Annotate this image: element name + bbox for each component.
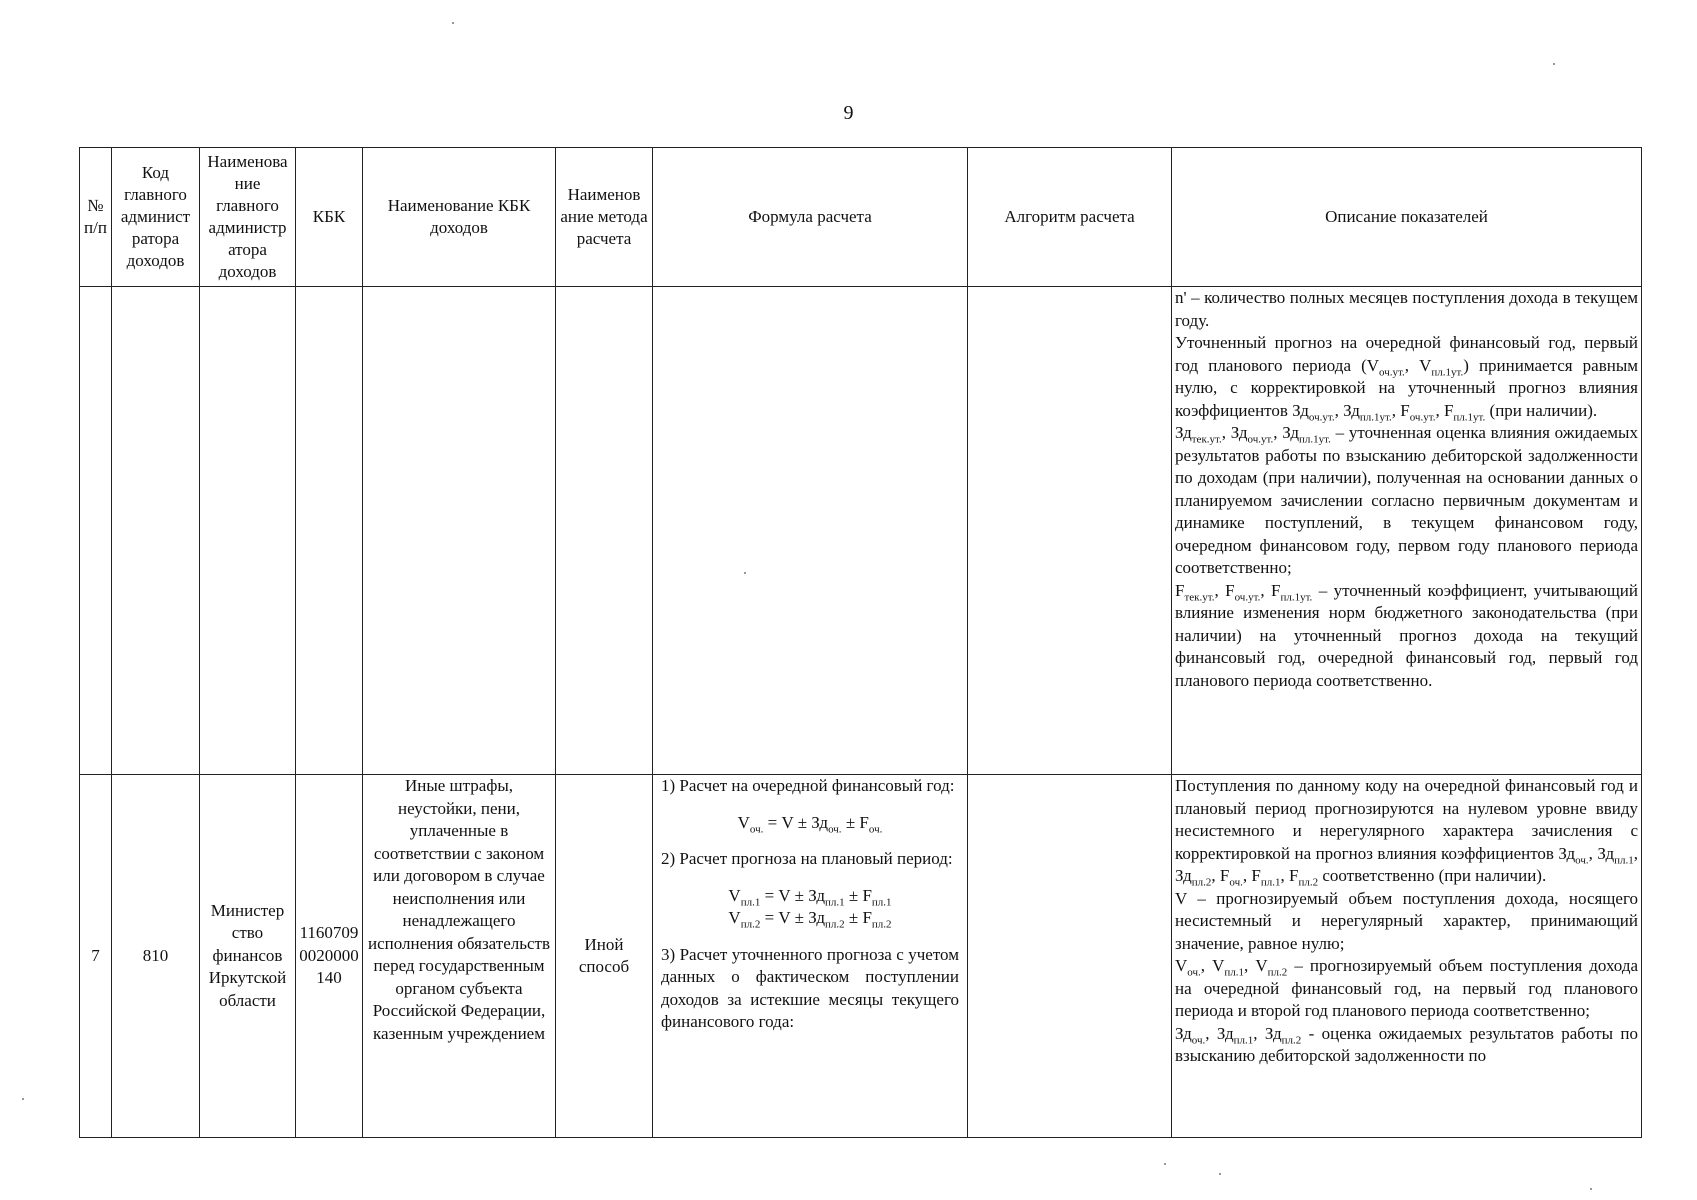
header-method: Наименов ание метода расчета — [556, 148, 653, 287]
cell-description — [1172, 287, 1642, 775]
desc-paragraph: $Зд_{оч.}$, $Зд_{пл.1}$, $Зд_{пл.2}$ - оценка ожидаемых результатов работы по взысканию дебиторской задолженности по — [1175, 1023, 1639, 1065]
header-admin-name: Наименова ние главного администр атора доходов — [200, 148, 296, 287]
desc-paragraph: Поступления по данному коду на очередной финансовый год и плановый период прогнозируются на нулевом уровне ввиду несистемного и нерегулярного характера зачисления с корректировкой на прогноз влияния коэффициентов $Зд_{оч.}$, $Зд_{пл.1}$, $Зд_{пл.2}$, $F_{оч.}$, $F_{пл.1}$, $F_{пл.2}$ соответственно (при наличии). — [1175, 776, 1638, 889]
cell-code: 810 — [112, 775, 200, 1138]
table-header-row — [80, 148, 1642, 287]
cell-method: Иной способ — [556, 775, 653, 1138]
cell-kbk: 1160709 0020000 140 — [296, 775, 363, 1138]
header-kbk: КБК — [296, 148, 363, 287]
cell-formula — [653, 775, 968, 1138]
page-number: 9 — [843, 102, 854, 124]
desc-paragraph: $Зд_{тек.ут.}$, $Зд_{оч.ут.}$, $Зд_{пл.1ут.}$ – уточненная оценка влияния ожидаемых результатов работы по взысканию дебиторской задолженности по доходам (при наличии), полученная на основании данных о планируемом зачислении согласно первичным документам и динамике поступлений, в текущем финансовом году, очередном финансовом году, первом году планового периода соответственно; — [1175, 423, 1638, 577]
scan-speck — [1164, 1163, 1166, 1165]
header-algorithm: Алгоритм расчета — [968, 148, 1172, 287]
cell-admin-name — [200, 287, 296, 775]
cell-num: 7 — [80, 775, 112, 1138]
cell-kbk-name — [363, 287, 556, 775]
header-description: Описание показателей — [1172, 148, 1642, 287]
desc-paragraph: V – прогнозируемый объем поступления дохода, носящего несистемный и нерегулярный характер, принимающий значение, равное нулю; — [1175, 888, 1638, 953]
scan-speck — [452, 22, 454, 24]
desc-paragraph: $V_{оч.}$, $V_{пл.1}$, $V_{пл.2}$ – прогнозируемый объем поступления дохода на очередной финансовый год, на первый год планового периода и второй год планового периода соответственно; — [1175, 956, 1639, 1020]
header-kbk-name: Наименование КБК доходов — [363, 148, 556, 287]
revenue-forecast-table — [79, 147, 1642, 1138]
header-admin-code: Код главного админист ратора доходов — [112, 148, 200, 287]
formula-step-2: 2) Расчет прогноза на плановый период: — [661, 849, 953, 868]
desc-paragraph: n' – количество полных месяцев поступления дохода в текущем году. — [1175, 288, 1638, 330]
cell-kbk-name: Иные штрафы, неустойки, пени, уплаченные в соответствии с законом или договором в случае неисполнения или ненадлежащего исполнения обязательств перед государственным органом субъекта Российской Федерации, казенным учреждением — [363, 775, 556, 1138]
formula-step-3: 3) Расчет уточненного прогноза с учетом данных о фактическом поступлении доходов за истекшие месяцы текущего финансового года: — [661, 944, 959, 1031]
desc-paragraph: Уточненный прогноз на очередной финансовый год, первый год планового периода ($V_{оч.ут.}$, $V_{пл.1ут.}$) принимается равным нулю, с корректировкой на уточненный прогноз влияния коэффициентов $Зд_{оч.ут.}$, $Зд_{пл.1ут.}$, $F_{оч.ут.}$, $F_{пл.1ут.}$ (при наличии). — [1175, 333, 1639, 423]
cell-num — [80, 287, 112, 775]
cell-formula — [653, 287, 968, 775]
cell-kbk — [296, 287, 363, 775]
formula-equation-1: $V_{оч.} = V \pm Зд_{оч.} \pm F_{оч.}$ — [737, 812, 883, 835]
cell-description — [1172, 775, 1642, 1138]
desc-paragraph: $F_{тек.ут.}$, $F_{оч.ут.}$, $F_{пл.1ут.}$ – уточненный коэффициент, учитывающий влияние изменения норм бюджетного законодательства (при наличии) на уточненный прогноз дохода на текущий финансовый год, очередной финансовый год, первый год планового периода соответственно. — [1175, 580, 1638, 690]
cell-algorithm — [968, 287, 1172, 775]
scan-speck — [1553, 63, 1555, 65]
scan-speck — [744, 572, 746, 574]
header-formula: Формула расчета — [653, 148, 968, 287]
table-row-7 — [80, 775, 1642, 1138]
formula-equation-3: $V_{пл.2} = V \pm Зд_{пл.2} \pm F_{пл.2}$ — [728, 908, 892, 931]
cell-admin-name: Министер ство финансов Иркутской области — [200, 775, 296, 1138]
cell-method — [556, 287, 653, 775]
scan-speck — [1219, 1173, 1221, 1175]
scan-speck — [22, 1098, 24, 1100]
formula-step-1: 1) Расчет на очередной финансовый год: — [661, 776, 955, 795]
formula-equation-2: $V_{пл.1} = V \pm Зд_{пл.1} \pm F_{пл.1}$ — [728, 885, 892, 908]
cell-algorithm — [968, 775, 1172, 1138]
table-row-continued — [80, 287, 1642, 775]
cell-code — [112, 287, 200, 775]
scan-speck — [1590, 1188, 1592, 1190]
header-num: № п/п — [80, 148, 112, 287]
